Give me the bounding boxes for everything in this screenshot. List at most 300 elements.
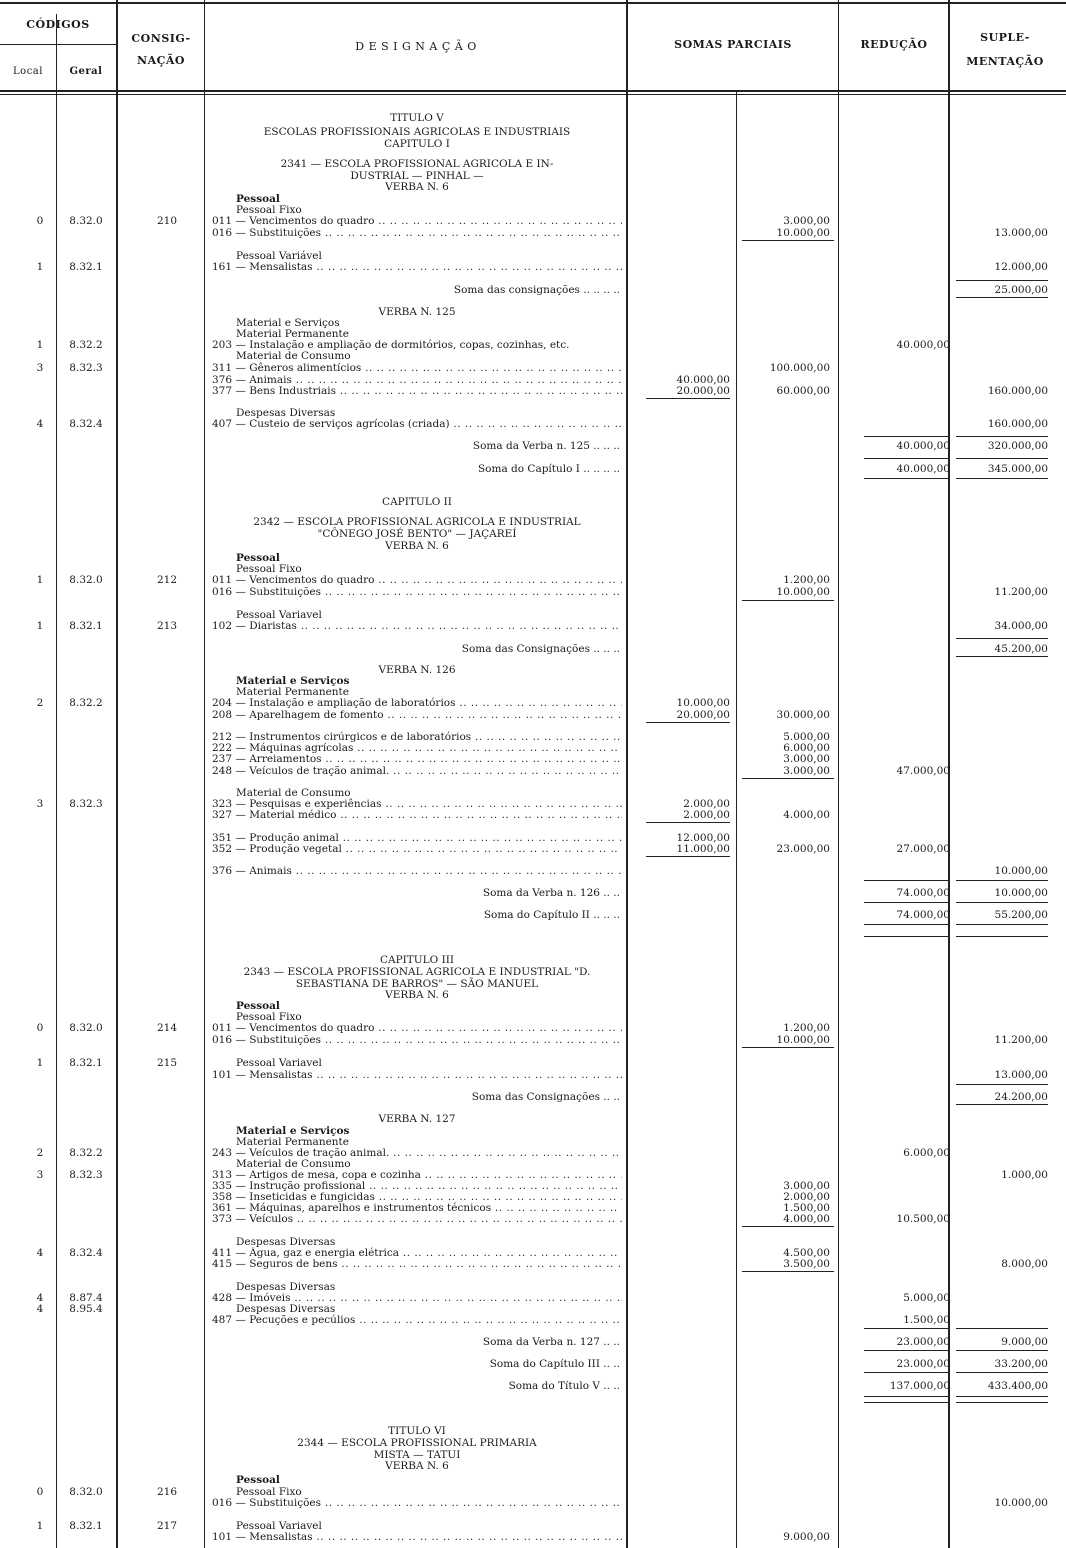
designacao-text: 101 — Mensalistas .. .. [212, 1069, 622, 1081]
designacao-text: 161 — Mensalistas .. .. [212, 261, 622, 273]
soma-parcial-2: 2.000,00 [783, 1191, 830, 1203]
code-local: 4 [36, 418, 44, 430]
designacao-text: Material de Consumo [236, 1158, 351, 1170]
designacao-text: TITULO VI [388, 1425, 446, 1437]
sum-rule [956, 1084, 1048, 1085]
designacao-text: VERBA N. 6 [385, 1460, 449, 1472]
designacao-text: 011 — Vencimentos do quadro .. .. [212, 215, 622, 227]
designacao-text: 407 — Custeio de serviços agrícolas (criada) .. .. [212, 418, 622, 430]
suplementacao-value: 11.200,00 [994, 1034, 1048, 1046]
designacao-text: VERBA N. 126 [378, 664, 456, 676]
soma-parcial-2: 4.000,00 [783, 1213, 830, 1225]
suplementacao-value: 320.000,00 [987, 440, 1048, 452]
ledger-row [0, 516, 1066, 528]
designacao-text: MISTA — TATUI [373, 1449, 461, 1461]
designacao-text: 222 — Máquinas agrícolas .. .. [212, 742, 622, 754]
designacao-text: 376 — Animais .. .. [212, 865, 622, 877]
designacao-text: 208 — Aparelhagem de fomento .. .. [212, 709, 622, 721]
soma-parcial-2: 6.000,00 [783, 742, 830, 754]
sum-rule [956, 1104, 1048, 1105]
soma-parcial-1: 40.000,00 [676, 374, 730, 386]
designacao-text: 373 — Veículos .. .. [212, 1213, 622, 1225]
code-local: 4 [36, 1247, 44, 1259]
ledger-row [0, 586, 1066, 598]
designacao-text: Soma da Verba n. 125 .. .. .. [472, 440, 620, 452]
ledger-row [0, 1380, 1066, 1392]
designacao-text: 011 — Vencimentos do quadro .. .. [212, 1022, 622, 1034]
ledger-row [0, 909, 1066, 921]
soma-parcial-2: 1.200,00 [783, 1022, 830, 1034]
header-top-rule [0, 2, 1066, 4]
designacao-text: 016 — Substituições .. .. [212, 1497, 622, 1509]
designacao-text: Despesas Diversas [236, 1303, 336, 1315]
suplementacao-value: 13.000,00 [994, 1069, 1048, 1081]
sum-rule [956, 1402, 1048, 1403]
code-geral: 8.32.1 [69, 620, 103, 632]
designacao-text: 311 — Gêneros alimentícios .. .. [212, 362, 622, 374]
designacao-text: 016 — Substituições .. .. [212, 1034, 622, 1046]
soma-parcial-2: 4.000,00 [783, 809, 830, 821]
designacao-text: Material Permanente [236, 686, 349, 698]
reducao-value: 5.000,00 [903, 1292, 950, 1304]
header-suplementacao: SUPLE- MENTAÇÃO [966, 31, 1044, 68]
soma-parcial-1: 20.000,00 [676, 709, 730, 721]
suplementacao-value: 10.000,00 [994, 1497, 1048, 1509]
designacao-text: 237 — Arreiamentos .. .. [212, 753, 622, 765]
ledger-row [0, 1022, 1066, 1034]
reducao-value: 23.000,00 [896, 1336, 950, 1348]
ledger-row [0, 1258, 1066, 1270]
sum-rule [956, 1350, 1048, 1351]
designacao-text: 313 — Artigos de mesa, copa e cozinha .. .. [212, 1169, 622, 1181]
ledger-row [0, 1213, 1066, 1225]
code-local: 3 [36, 1169, 44, 1181]
designacao-text: Soma do Capítulo I .. .. .. .. [477, 463, 620, 475]
reducao-value: 1.500,00 [903, 1314, 950, 1326]
ledger-row [0, 1358, 1066, 1370]
soma-parcial-1: 2.000,00 [683, 798, 730, 810]
designacao-text: 248 — Veículos de tração animal. .. .. [212, 765, 622, 777]
header-somas-parciais: SOMAS PARCIAIS [674, 38, 792, 51]
designacao-text: Material de Consumo [236, 350, 351, 362]
code-geral: 8.32.3 [69, 362, 103, 374]
reducao-value: 27.000,00 [896, 843, 950, 855]
designacao-text: 2344 — ESCOLA PROFISSIONAL PRIMARIA [297, 1437, 537, 1449]
soma-parcial-2: 3.500,00 [783, 1258, 830, 1270]
sum-rule [956, 436, 1048, 437]
ledger-row [0, 1314, 1066, 1326]
sum-rule [864, 1328, 950, 1329]
sum-rule [864, 880, 950, 881]
sum-rule [864, 478, 950, 479]
designacao-text: 352 — Produção vegetal .. .. [212, 843, 622, 855]
suplementacao-value: 25.000,00 [994, 284, 1048, 296]
ledger-row [0, 1531, 1066, 1543]
suplementacao-value: 160.000,00 [987, 418, 1048, 430]
suplementacao-value: 55.200,00 [994, 909, 1048, 921]
sum-rule [956, 280, 1048, 281]
ledger-row [0, 1069, 1066, 1081]
designacao-text: Soma da Verba n. 127 .. .. [482, 1336, 620, 1348]
ledger-row [0, 765, 1066, 777]
code-geral: 8.32.0 [69, 1486, 103, 1498]
suplementacao-value: 1.000,00 [1001, 1169, 1048, 1181]
ledger-row [0, 1474, 1066, 1486]
reducao-value: 74.000,00 [896, 887, 950, 899]
consignacao-number: 210 [156, 215, 178, 227]
designacao-text: Pessoal Variavel [236, 1520, 322, 1532]
sum-rule [742, 600, 834, 601]
sum-rule [864, 1396, 950, 1397]
suplementacao-value: 33.200,00 [994, 1358, 1048, 1370]
code-geral: 8.32.1 [69, 261, 103, 273]
designacao-text: 335 — Instrução profissional .. .. [212, 1180, 622, 1192]
suplementacao-value: 24.200,00 [994, 1091, 1048, 1103]
designacao-text: CAPITULO III [379, 954, 455, 966]
designacao-text: 243 — Veículos de tração animal. .. .. [212, 1147, 622, 1159]
suplementacao-value: 9.000,00 [1001, 1336, 1048, 1348]
designacao-text: Pessoal Fixo [236, 1011, 302, 1023]
ledger-row [0, 496, 1066, 508]
code-geral: 8.32.0 [69, 215, 103, 227]
ledger-row [0, 1113, 1066, 1125]
designacao-text: SEBASTIANA DE BARROS" — SÃO MANUEL [295, 978, 539, 990]
code-geral: 8.32.4 [69, 1247, 103, 1259]
designacao-text: 011 — Vencimentos do quadro .. .. [212, 574, 622, 586]
sum-rule [646, 822, 730, 823]
designacao-text: Pessoal [236, 193, 280, 205]
soma-parcial-2: 3.000,00 [783, 215, 830, 227]
reducao-value: 47.000,00 [896, 765, 950, 777]
ledger-row [0, 1057, 1066, 1069]
sum-rule [956, 1372, 1048, 1373]
sum-rule [742, 778, 834, 779]
sum-rule [864, 458, 950, 459]
soma-parcial-2: 10.000,00 [776, 586, 830, 598]
soma-parcial-2: 3.000,00 [783, 753, 830, 765]
designacao-text: Soma das Consignações .. .. .. [461, 643, 620, 655]
soma-parcial-1: 12.000,00 [676, 832, 730, 844]
designacao-text: Material Permanente [236, 1136, 349, 1148]
designacao-text: 376 — Animais .. .. [212, 374, 622, 386]
designacao-text: Material e Serviços [236, 675, 350, 687]
sum-rule [864, 1372, 950, 1373]
sum-rule [646, 856, 730, 857]
designacao-text: Pessoal [236, 1000, 280, 1012]
designacao-text: Despesas Diversas [236, 1281, 336, 1293]
code-geral: 8.32.0 [69, 1022, 103, 1034]
designacao-text: Pessoal Variável [236, 250, 322, 262]
suplementacao-value: 10.000,00 [994, 887, 1048, 899]
ledger-row [0, 1425, 1066, 1437]
soma-parcial-1: 20.000,00 [676, 385, 730, 397]
code-geral: 8.95.4 [69, 1303, 103, 1315]
header-geral: Geral [69, 66, 103, 77]
ledger-row [0, 643, 1066, 655]
code-geral: 8.87.4 [69, 1292, 103, 1304]
sum-rule [864, 902, 950, 903]
consignacao-number: 214 [156, 1022, 178, 1034]
designacao-text: VERBA N. 125 [378, 306, 456, 318]
sum-rule [864, 1402, 950, 1403]
designacao-text: Material Permanente [236, 328, 349, 340]
sum-rule [646, 722, 730, 723]
soma-parcial-2: 1.500,00 [783, 1202, 830, 1214]
designacao-text: 101 — Mensalistas .. .. [212, 1531, 622, 1543]
reducao-value: 6.000,00 [903, 1147, 950, 1159]
designacao-text: VERBA N. 6 [385, 181, 449, 193]
soma-parcial-2: 9.000,00 [783, 1531, 830, 1543]
codigos-divider [0, 44, 116, 45]
designacao-text: Despesas Diversas [236, 407, 336, 419]
sum-rule [956, 638, 1048, 639]
sum-rule [742, 1047, 834, 1048]
designacao-text: VERBA N. 127 [378, 1113, 456, 1125]
soma-parcial-2: 5.000,00 [783, 731, 830, 743]
designacao-text: 212 — Instrumentos cirúrgicos e de laboratórios .. .. [212, 731, 622, 743]
code-local: 2 [36, 697, 44, 709]
consignacao-number: 213 [156, 620, 178, 632]
designacao-text: Material e Serviços [236, 1125, 350, 1137]
code-geral: 8.32.2 [69, 697, 103, 709]
designacao-text: 323 — Pesquisas e experiências .. .. [212, 798, 622, 810]
code-local: 3 [36, 362, 44, 374]
designacao-text: 203 — Instalação e ampliação de dormitórios, copas, cozinhas, etc. [212, 339, 570, 351]
sum-rule [956, 902, 1048, 903]
code-local: 1 [36, 339, 44, 351]
code-local: 0 [36, 215, 44, 227]
sum-rule [646, 398, 730, 399]
ledger-row [0, 1437, 1066, 1449]
sum-rule [956, 656, 1048, 657]
ledger-row [0, 709, 1066, 721]
sum-rule [956, 297, 1048, 298]
suplementacao-value: 34.000,00 [994, 620, 1048, 632]
designacao-text: Pessoal Variavel [236, 1057, 322, 1069]
code-local: 4 [36, 1303, 44, 1315]
designacao-text: 358 — Inseticidas e fungicidas .. .. [212, 1191, 622, 1203]
designacao-text: Material de Consumo [236, 787, 351, 799]
designacao-text: Pessoal Fixo [236, 563, 302, 575]
ledger-row [0, 112, 1066, 124]
ledger-row [0, 1336, 1066, 1348]
sum-rule [956, 1396, 1048, 1397]
soma-parcial-2: 30.000,00 [776, 709, 830, 721]
designacao-text: Soma da Verba n. 126 .. .. [482, 887, 620, 899]
ledger-row [0, 574, 1066, 586]
code-local: 1 [36, 1057, 44, 1069]
consignacao-number: 212 [156, 574, 178, 586]
code-local: 1 [36, 261, 44, 273]
ledger-row [0, 887, 1066, 899]
ledger-row [0, 227, 1066, 239]
designacao-text: Soma do Capítulo III .. .. [489, 1358, 620, 1370]
designacao-text: 016 — Substituições .. .. [212, 227, 622, 239]
sum-rule [864, 1350, 950, 1351]
designacao-text: Soma das Consignações .. .. [471, 1091, 620, 1103]
code-local: 3 [36, 798, 44, 810]
ledger-row [0, 1091, 1066, 1103]
code-local: 2 [36, 1147, 44, 1159]
designacao-text: CAPITULO II [382, 496, 452, 508]
header-local: Local [13, 66, 43, 77]
designacao-text: 361 — Máquinas, aparelhos e instrumentos técnicos .. .. [212, 1202, 622, 1214]
ledger-row [0, 440, 1066, 452]
ledger-row [0, 126, 1066, 138]
designacao-text: Soma do Capítulo II .. .. .. [483, 909, 620, 921]
suplementacao-value: 10.000,00 [994, 865, 1048, 877]
sum-rule [956, 936, 1048, 937]
ledger-row [0, 528, 1066, 540]
designacao-text: Soma das consignações .. .. .. .. [453, 284, 620, 296]
reducao-value: 137.000,00 [889, 1380, 950, 1392]
sum-rule [956, 1328, 1048, 1329]
soma-parcial-1: 2.000,00 [683, 809, 730, 821]
suplementacao-value: 160.000,00 [987, 385, 1048, 397]
code-geral: 8.32.4 [69, 418, 103, 430]
designacao-text: 411 — Água, gaz e energia elétrica .. .. [212, 1247, 622, 1259]
designacao-text: TITULO V [390, 112, 444, 124]
sum-rule [956, 924, 1048, 925]
header-bottom-rule-2 [0, 94, 1066, 95]
header-codigos: CÓDIGOS [26, 18, 90, 31]
code-geral: 8.32.0 [69, 574, 103, 586]
designacao-text: "CÔNEGO JOSÉ BENTO" — JAÇAREÍ [317, 528, 517, 540]
designacao-text: 204 — Instalação e ampliação de laboratórios .. .. [212, 697, 622, 709]
code-geral: 8.32.1 [69, 1520, 103, 1532]
sum-rule [864, 436, 950, 437]
header-bottom-rule [0, 90, 1066, 92]
designacao-text: Pessoal Fixo [236, 204, 302, 216]
ledger-row [0, 865, 1066, 877]
reducao-value: 10.500,00 [896, 1213, 950, 1225]
designacao-text: CAPITULO I [384, 138, 450, 150]
ledger-row [0, 158, 1066, 170]
soma-parcial-2: 10.000,00 [776, 227, 830, 239]
designacao-text: 016 — Substituições .. .. [212, 586, 622, 598]
ledger-row [0, 1034, 1066, 1046]
designacao-text: VERBA N. 6 [385, 989, 449, 1001]
designacao-text: 377 — Bens Industriais .. .. [212, 385, 622, 397]
ledger-row [0, 261, 1066, 273]
designacao-text: 2341 — ESCOLA PROFISSIONAL AGRICOLA E IN- [280, 158, 554, 170]
designacao-text: Pessoal [236, 552, 280, 564]
sum-rule [956, 478, 1048, 479]
consignacao-number: 216 [156, 1486, 178, 1498]
code-geral: 8.32.3 [69, 1169, 103, 1181]
ledger-row [0, 753, 1066, 765]
designacao-text: 2342 — ESCOLA PROFISSIONAL AGRICOLA E INDUSTRIAL [253, 516, 581, 528]
designacao-text: DUSTRIAL — PINHAL — [350, 170, 484, 182]
designacao-text: 2343 — ESCOLA PROFISSIONAL AGRICOLA E INDUSTRIAL "D. [243, 966, 591, 978]
designacao-text: Pessoal Fixo [236, 1486, 302, 1498]
ledger-row [0, 540, 1066, 552]
soma-parcial-2: 10.000,00 [776, 1034, 830, 1046]
code-geral: 8.32.2 [69, 339, 103, 351]
designacao-text: Pessoal Variavel [236, 609, 322, 621]
reducao-value: 74.000,00 [896, 909, 950, 921]
code-local: 1 [36, 1520, 44, 1532]
suplementacao-value: 45.200,00 [994, 643, 1048, 655]
header-reducao: REDUÇÃO [860, 38, 928, 51]
designacao-text: 102 — Diaristas .. .. [212, 620, 622, 632]
designacao-text: Despesas Diversas [236, 1236, 336, 1248]
suplementacao-value: 8.000,00 [1001, 1258, 1048, 1270]
reducao-value: 40.000,00 [896, 440, 950, 452]
ledger-row [0, 181, 1066, 193]
ledger-row [0, 385, 1066, 397]
consignacao-number: 215 [156, 1057, 178, 1069]
sum-rule [864, 936, 950, 937]
code-local: 0 [36, 1486, 44, 1498]
sum-rule [742, 240, 834, 241]
code-local: 1 [36, 620, 44, 632]
reducao-value: 23.000,00 [896, 1358, 950, 1370]
designacao-text: 428 — Imóveis .. .. [212, 1292, 622, 1304]
ledger-row [0, 809, 1066, 821]
sum-rule [956, 880, 1048, 881]
soma-parcial-2: 3.000,00 [783, 1180, 830, 1192]
soma-parcial-1: 10.000,00 [676, 697, 730, 709]
sum-rule [742, 1226, 834, 1227]
soma-parcial-2: 100.000,00 [769, 362, 830, 374]
ledger-row [0, 1497, 1066, 1509]
ledger-row [0, 350, 1066, 362]
soma-parcial-2: 3.000,00 [783, 765, 830, 777]
suplementacao-value: 12.000,00 [994, 261, 1048, 273]
designacao-text: 415 — Seguros de bens .. .. [212, 1258, 622, 1270]
code-local: 4 [36, 1292, 44, 1304]
designacao-text: 351 — Produção animal .. .. [212, 832, 622, 844]
designacao-text: 487 — Pecuções e pecúlios .. .. [212, 1314, 622, 1326]
code-geral: 8.32.1 [69, 1057, 103, 1069]
consignacao-number: 217 [156, 1520, 178, 1532]
designacao-text: VERBA N. 6 [385, 540, 449, 552]
code-geral: 8.32.2 [69, 1147, 103, 1159]
ledger-row [0, 620, 1066, 632]
designacao-text: Material e Serviços [236, 317, 340, 329]
code-geral: 8.32.3 [69, 798, 103, 810]
ledger-row [0, 463, 1066, 475]
suplementacao-value: 433.400,00 [987, 1380, 1048, 1392]
ledger-row [0, 284, 1066, 296]
code-local: 1 [36, 574, 44, 586]
sum-rule [864, 924, 950, 925]
ledger-row [0, 966, 1066, 978]
designacao-text: 327 — Material médico .. .. [212, 809, 622, 821]
designacao-text: Pessoal [236, 1474, 280, 1486]
designacao-text: Soma do Título V .. .. [508, 1380, 620, 1392]
sum-rule [742, 1271, 834, 1272]
header-consignacao: CONSIG- NAÇÃO [131, 32, 191, 67]
reducao-value: 40.000,00 [896, 463, 950, 475]
soma-parcial-2: 1.200,00 [783, 574, 830, 586]
ledger-row [0, 697, 1066, 709]
soma-parcial-2: 23.000,00 [776, 843, 830, 855]
soma-parcial-2: 60.000,00 [776, 385, 830, 397]
suplementacao-value: 11.200,00 [994, 586, 1048, 598]
ledger-row [0, 843, 1066, 855]
sum-rule [956, 458, 1048, 459]
header-designacao: D E S I G N A Ç Ã O [355, 40, 477, 53]
code-local: 0 [36, 1022, 44, 1034]
designacao-text: ESCOLAS PROFISSIONAIS AGRICOLAS E INDUSTRIAIS [263, 126, 571, 138]
suplementacao-value: 345.000,00 [987, 463, 1048, 475]
soma-parcial-1: 11.000,00 [676, 843, 730, 855]
soma-parcial-2: 4.500,00 [783, 1247, 830, 1259]
reducao-value: 40.000,00 [896, 339, 950, 351]
ledger-row [0, 1460, 1066, 1472]
